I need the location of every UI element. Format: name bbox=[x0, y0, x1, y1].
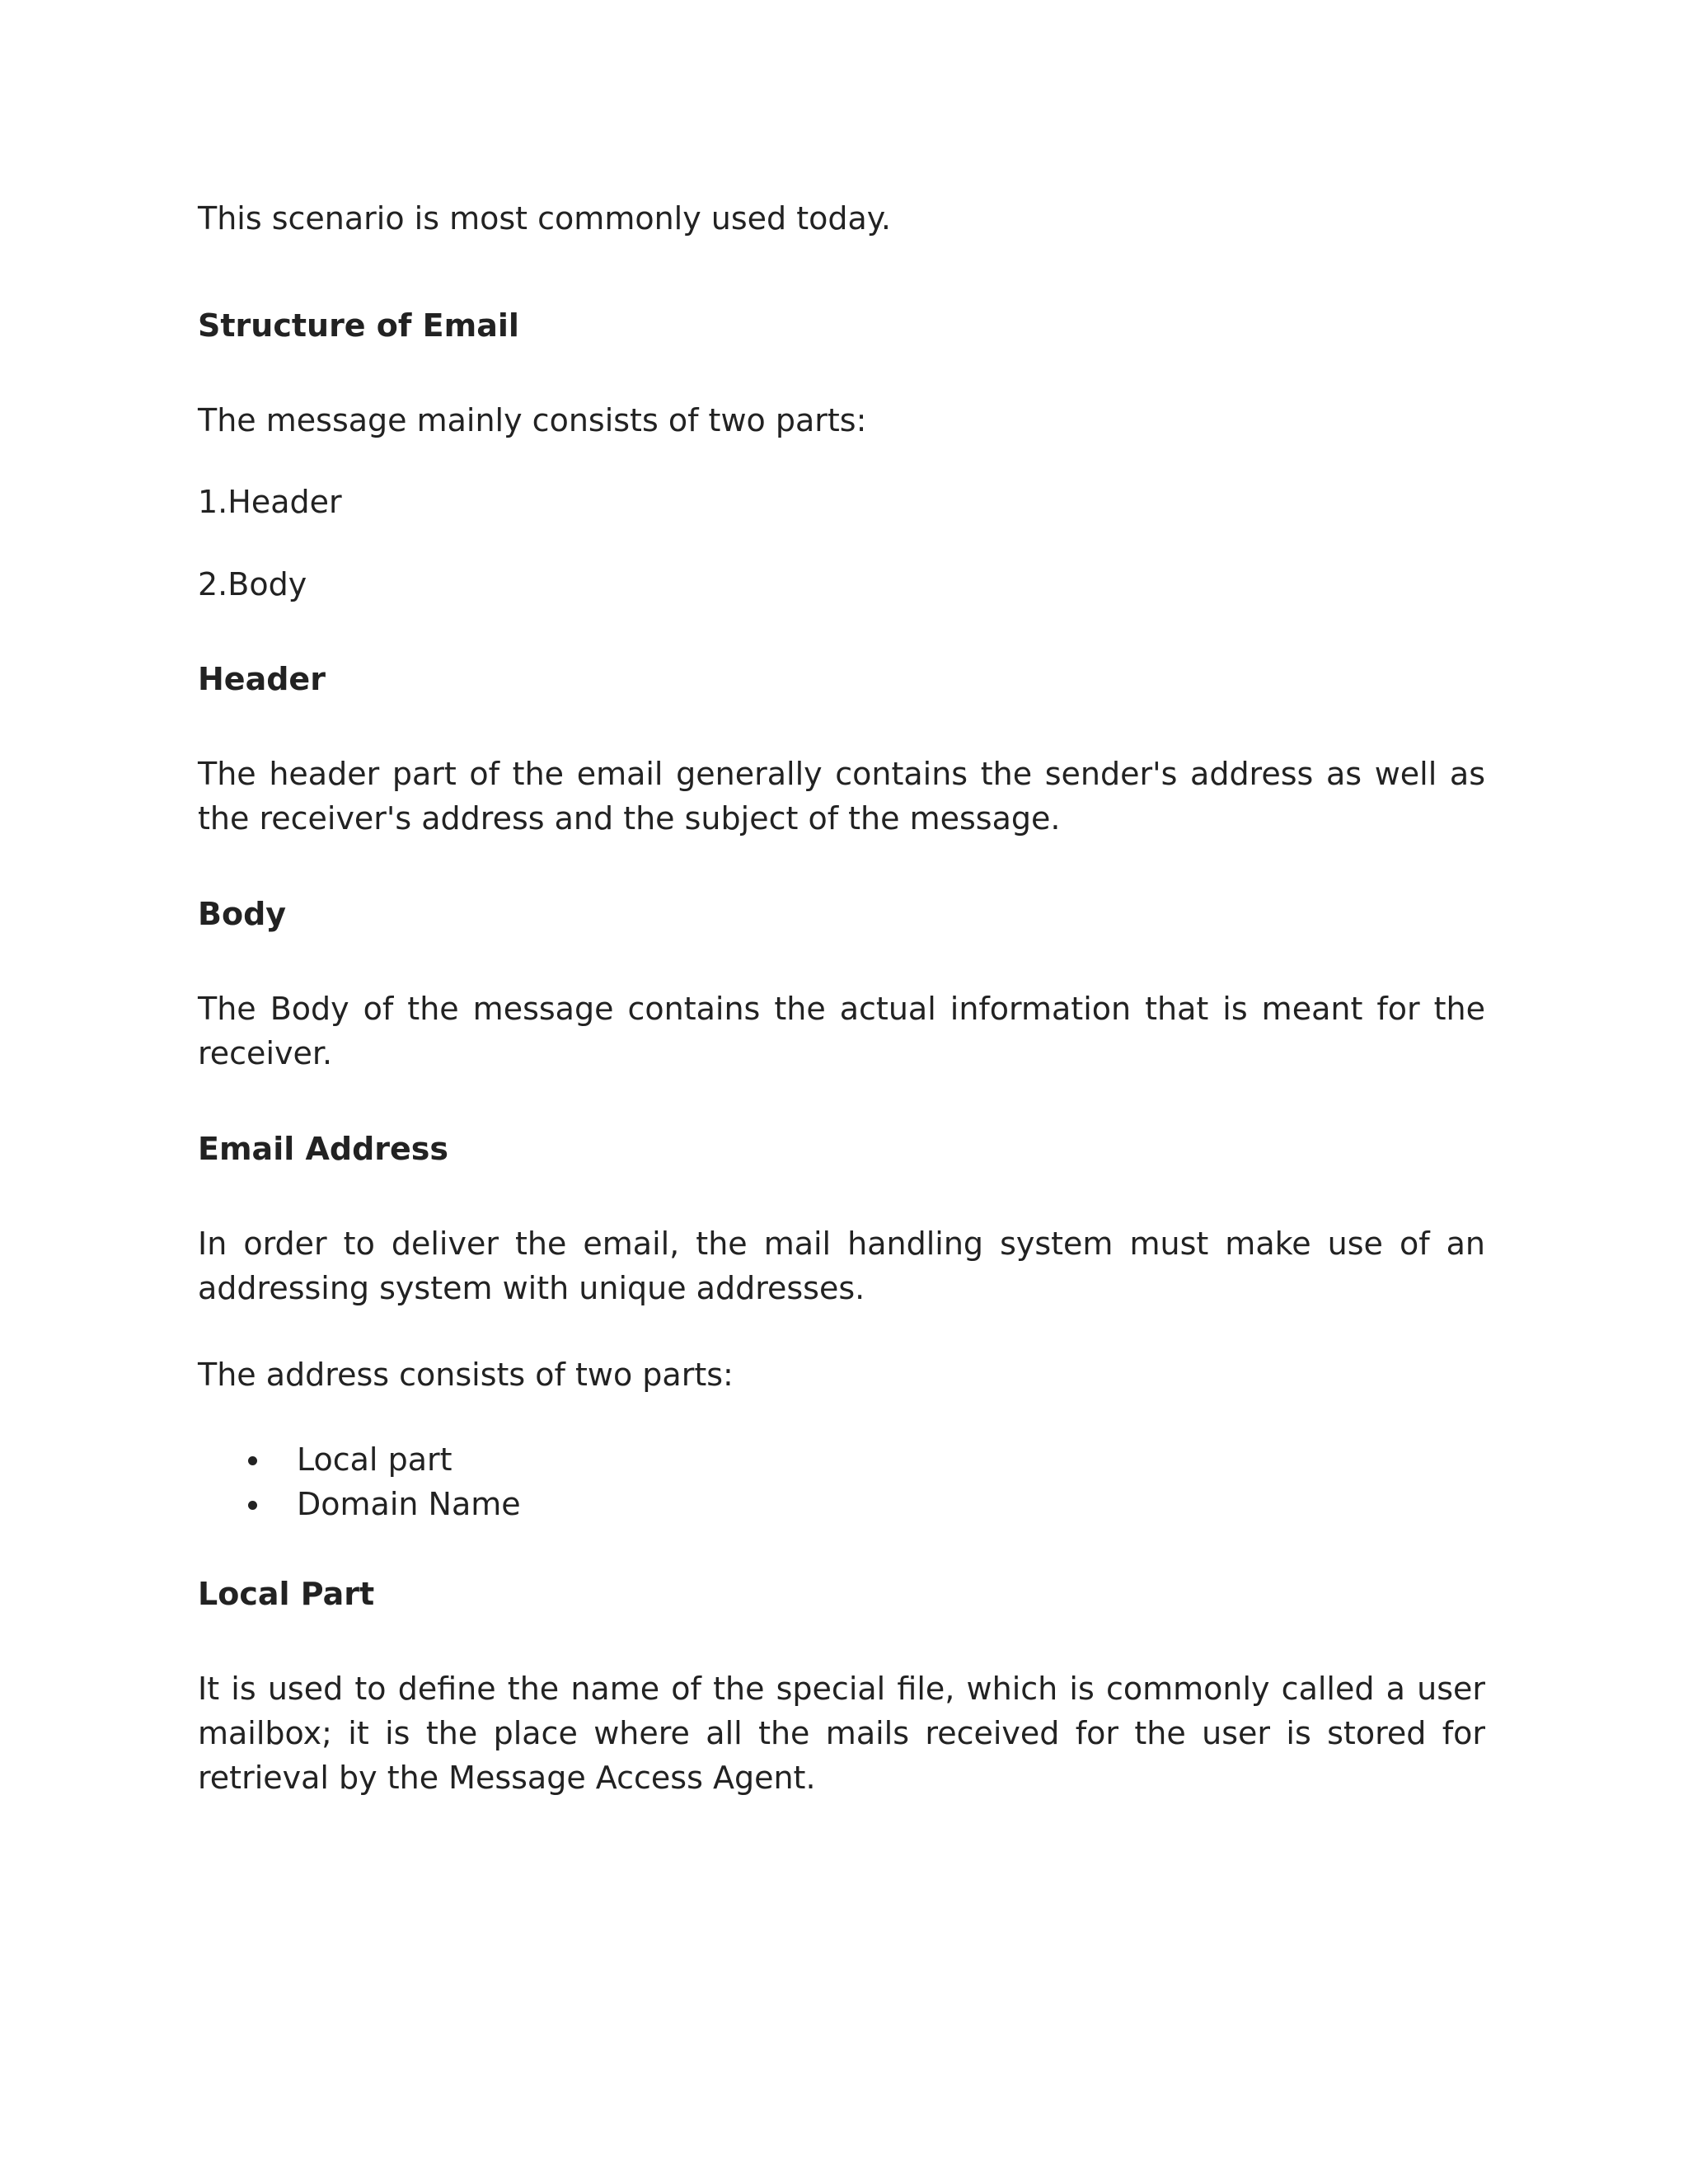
intro-paragraph: This scenario is most commonly used today. bbox=[198, 200, 891, 237]
list-item-label: Local part bbox=[297, 1441, 452, 1478]
address-description-paragraph: In order to deliver the email, the mail handling system must make use of an addressing system with unique addresses. bbox=[198, 1226, 1485, 1306]
local-part-description-paragraph: It is used to define the name of the special file, which is commonly called a user mailbox; it is the place where all the mails received for the user is stored for retrieval by the Message Access Agent. bbox=[198, 1671, 1485, 1796]
numbered-item-body: 2.Body bbox=[198, 566, 307, 602]
header-description-paragraph: The header part of the email generally contains the sender's address as well as the receiver's address and the subject of the message. bbox=[198, 756, 1485, 837]
heading-header: Header bbox=[198, 661, 326, 697]
heading-local-part: Local Part bbox=[198, 1576, 375, 1612]
address-parts-list bbox=[198, 1437, 1485, 1526]
heading-body: Body bbox=[198, 896, 287, 932]
numbered-item-header: 1.Header bbox=[198, 484, 342, 520]
body-description-paragraph: The Body of the message contains the actual information that is meant for the receiver. bbox=[198, 991, 1485, 1071]
heading-email-address: Email Address bbox=[198, 1131, 449, 1167]
list-item bbox=[198, 1437, 1485, 1482]
address-parts-paragraph: The address consists of two parts: bbox=[198, 1357, 734, 1393]
bullet-icon bbox=[248, 1456, 257, 1465]
list-item-label: Domain Name bbox=[297, 1486, 521, 1522]
list-item bbox=[198, 1482, 1485, 1526]
bullet-icon bbox=[248, 1501, 257, 1510]
heading-structure-of-email: Structure of Email bbox=[198, 307, 519, 344]
message-parts-paragraph: The message mainly consists of two parts: bbox=[198, 402, 867, 438]
